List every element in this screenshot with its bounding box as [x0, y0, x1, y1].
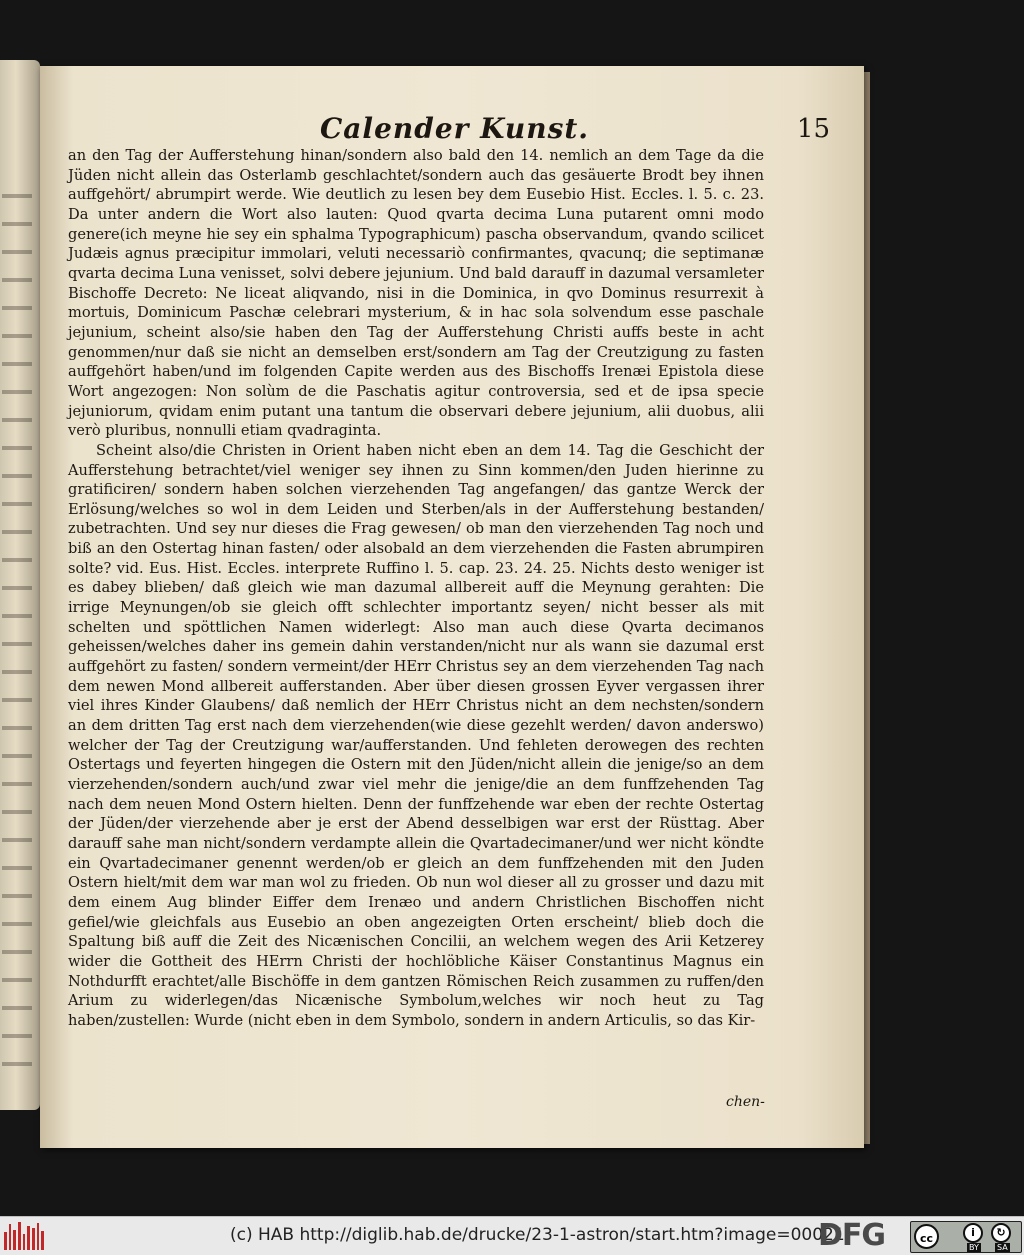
running-head: Calender Kunst.	[320, 112, 590, 145]
catchword: chen-	[726, 1094, 765, 1110]
hab-logo-icon	[4, 1222, 44, 1250]
credit-link[interactable]: (c) HAB http://diglib.hab.de/drucke/23-1-astron/start.htm?image=00021	[230, 1225, 845, 1245]
left-page-text-fragment	[2, 180, 32, 1080]
footer-bar	[0, 1216, 1024, 1255]
by-label: BY	[969, 1243, 979, 1252]
left-page-edge	[0, 60, 40, 1110]
book-page	[40, 66, 864, 1148]
share-alike-icon: ↻	[991, 1223, 1011, 1243]
body-text	[68, 146, 764, 1031]
dfg-logo: DFG	[818, 1218, 886, 1253]
sa-label: SA	[997, 1243, 1008, 1252]
page-number: 15	[796, 114, 830, 144]
by-icon: i	[963, 1223, 983, 1243]
cc-license-badge[interactable]	[910, 1221, 1022, 1253]
paragraph-2: Scheint also/die Christen in Orient haben nicht eben an dem 14. Tag die Geschicht der Aufferstehung betrachtet/viel weniger sey ihnen zu Sinn kommen/den Juden hierinne zu gratificiren/ sondern haben solchen vierzehenden Tag angefangen/ das gantze Werck der Erlösung/welches so wol in dem Leiden und Sterben/als in der Aufferstehung bestanden/ zubetrachten. Und sey nur dieses die Frag gewesen/ ob man den vierzehenden Tag noch und biß an den Ostertag hinan fasten/ oder alsobald an dem vierzehenden die Fasten abrumpiren solte? vid. Eus. Hist. Eccles. interprete Ruffino l. 5. cap. 23. 24. 25. Nichts desto weniger ist es dabey blieben/ daß gleich wie man dazumal allbereit auff die Meynung gerahten: Die irrige Meynungen/ob sie gleich offt schlechter importantz seyen/ nicht besser als mit schelten und spöttlichen Namen widerlegt: Also man auch diese Qvarta decimanos geheissen/welches daher ins gemein dahin verstanden/nicht nur als wann sie dazumal erst auffgehört zu fasten/ sondern vermeint/der HErr Christus sey an dem vierzehenden Tag nach dem newen Mond allbereit aufferstanden. Aber über diesen grossen Eyver vergassen ihrer viel ihres Kinder Glaubens/ daß nemlich der HErr Christus nicht an dem nechsten/sondern an dem dritten Tag erst nach dem vierzehenden(wie diese gezehlt werden/ davon anderswo) welcher der Tag der Creutzigung war/aufferstanden. Und fehleten derowegen des rechten Ostertags und feyerten hingegen die Ostern mit den Jüden/nicht allein die jenige/so an dem vierzehenden/sondern auch/und zwar viel mehr die jenige/die an dem funffzehenden Tag nach dem neuen Mond Ostern hielten. Denn der funffzehende war eben der rechte Ostertag der Jüden/der vierzehende aber je erst der Abend desselbigen war erst der Rüsttag. Aber darauff sahe man nicht/sondern verdampte allein die Qvartadecimaner/und wer nicht köndte ein Qvartadecimaner genennt werden/ob er gleich an dem funffzehenden mit den Juden Ostern hielt/mit dem war man wol zu frieden. Ob nun wol dieser all zu grosser und dazu mit dem einem Aug blinder Eiffer dem Irenæo und andern Christlichen Bischoffen nicht gefiel/wie gleichfals aus Eusebio an oben angezeigten Orten erscheint/ blieb doch die Spaltung biß auff die Zeit des Nicænischen Concilii, an welchem wegen des Arii Ketzerey wider die Gottheit des HErrn Christi der hochlöbliche Käiser Constantinus Magnus ein Nothdurfft erachtet/alle Bischöffe in dem gantzen Römischen Reich zusammen zu ruffen/den Arium zu widerlegen/das Nicænische Symbolum,welches wir noch heut zu Tag haben/zustellen: Wurde (nicht eben in dem Symbolo, sondern in andern Articulis, so das Kir-	[68, 441, 764, 1029]
cc-icon: cc	[914, 1224, 939, 1249]
paragraph-1: an den Tag der Aufferstehung hinan/sondern also bald den 14. nemlich an dem Tage da die Jüden nicht allein das Osterlamb geschlachtet/sondern auch das gesäuerte Brodt bey ihnen auffgehört/ abrumpirt werde. Wie deutlich zu lesen bey dem Eusebio Hist. Eccles. l. 5. c. 23. Da unter andern die Wort also lauten: Quod qvarta decima Luna putarent omni modo genere(ich meyne hie sey ein sphalma Typographicum) pascha observandum, qvando scilicet Judæis agnus præcipitur immolari, veluti necessariò confirmantes, qvacunq; die septimanæ qvarta decima Luna venisset, solvi debere jejunium. Und bald darauff in dazumal versamleter Bischoffe Decreto: Ne liceat aliqvando, nisi in die Dominica, in qvo Dominus resurrexit à mortuis, Dominicum Paschæ celebrari mysterium, & in hac sola solvendum esse paschale jejunium, scheint also/sie haben den Tag der Aufferstehung Christi auffs beste in acht genommen/nur daß sie nicht an demselben erst/sondern am Tag der Creutzigung zu fasten auffgehört haben/und im folgenden Capite werden aus des Bischoffs Irenæi Epistola diese Wort angezogen: Non solùm de die Paschatis agitur controversia, sed et de ipsa specie jejuniorum, qvidam enim putant una tantum die observari debere jejunium, alii duobus, alii verò pluribus, nonnulli etiam qvadraginta.	[68, 147, 764, 440]
